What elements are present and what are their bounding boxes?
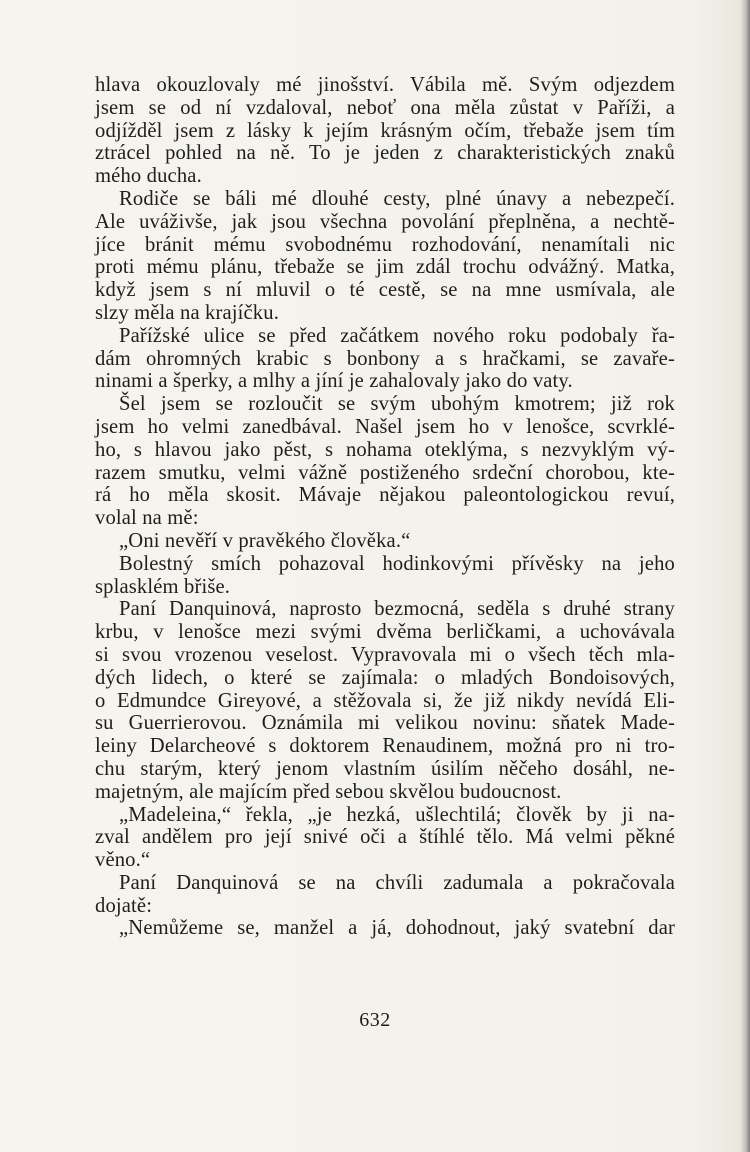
text-line: su Guerrierovou. Oznámila mi velikou novinu: sňatek Made- — [95, 712, 675, 735]
text-line: „Oni nevěří v pravěkého člověka.“ — [119, 529, 411, 552]
text-line: odjížděl jsem z lásky k jejím krásným očím, třebaže jsem tím — [95, 119, 675, 142]
text-line: volal na mě: — [95, 507, 199, 530]
text-line: dám ohromných krabic s bonbony a s hračkami, se zavaře- — [95, 347, 675, 370]
text-line: ninami a šperky, a mlhy a jíní je zahalovaly jako do vaty. — [95, 370, 573, 393]
text-line: dých lidech, o které se zajímala: o mladých Bondoisových, — [95, 666, 675, 689]
text-line: slzy měla na krajíčku. — [95, 301, 279, 324]
text-line: ztrácel pohled na ně. To je jeden z charakteristických znaků — [95, 142, 675, 165]
text-line: jsem ho velmi zanedbával. Našel jsem ho v lenošce, scvrklé- — [95, 415, 675, 438]
page-edge-shadow — [740, 0, 750, 1152]
text-line: mého ducha. — [95, 165, 202, 188]
text-line: majetným, ale majícím před sebou skvělou budoucnost. — [95, 780, 562, 803]
text-line: jíce bránit mému svobodnému rozhodování, nenamítali nic — [95, 233, 675, 256]
text-line: věno.“ — [95, 849, 151, 872]
text-line: si svou vrozenou veselost. Vypravovala mi o všech těch mla- — [95, 643, 675, 666]
text-line: „Madeleina,“ řekla, „je hezká, ušlechtilá; člověk by ji na- — [119, 803, 675, 826]
text-line: rá ho měla skosit. Mávaje nějakou paleontologickou revuí, — [95, 484, 675, 507]
text-line: ho, s hlavou jako pěst, s nohama oteklýma, s nezvyklým vý- — [95, 438, 675, 461]
text-line: splasklém břiše. — [95, 575, 231, 598]
body-text — [95, 74, 675, 940]
text-line: hlava okouzlovaly mé jinošství. Vábila mě. Svým odjezdem — [95, 74, 675, 96]
text-line: zval andělem pro její snivé oči a štíhlé tělo. Má velmi pěkné — [95, 826, 675, 849]
text-line: Bolestný smích pohazoval hodinkovými přívěsky na jeho — [119, 552, 675, 575]
text-line: když jsem s ní mluvil o té cestě, se na mne usmívala, ale — [95, 279, 675, 302]
text-line: Pařížské ulice se před začátkem nového roku podobaly řa- — [119, 324, 675, 347]
text-line: dojatě: — [95, 894, 153, 917]
text-line: „Nemůžeme se, manžel a já, dohodnout, jaký svatební dar — [119, 917, 675, 940]
text-line: razem smutku, velmi vážně postiženého srdeční chorobou, kte- — [95, 461, 675, 484]
page-number: 632 — [359, 1009, 391, 1031]
text-line: proti mému plánu, třebaže se jim zdál trochu odvážný. Matka, — [95, 256, 675, 279]
text-line: Rodiče se báli mé dlouhé cesty, plné únavy a nebezpečí. — [119, 187, 675, 210]
text-line: leiny Delarcheové s doktorem Renaudinem, možná pro ni tro- — [95, 735, 675, 758]
text-line: Paní Danquinová se na chvíli zadumala a pokračovala — [119, 871, 675, 894]
text-line: o Edmundce Gireyové, a stěžovala si, že již nikdy nevídá Eli- — [95, 689, 675, 712]
text-line: Paní Danquinová, naprosto bezmocná, seděla s druhé strany — [119, 598, 675, 621]
text-line: Ale uváživše, jak jsou všechna povolání přeplněna, a nechtě- — [95, 210, 675, 233]
text-line: jsem se od ní vzdaloval, neboť ona měla zůstat v Paříži, a — [95, 96, 675, 119]
text-line: krbu, v lenošce mezi svými dvěma berličkami, a uchovávala — [95, 621, 675, 644]
text-line: Šel jsem se rozloučit se svým ubohým kmotrem; již rok — [119, 393, 675, 416]
text-line: chu starým, který jenom vlastním úsilím něčeho dosáhl, ne- — [95, 757, 675, 780]
